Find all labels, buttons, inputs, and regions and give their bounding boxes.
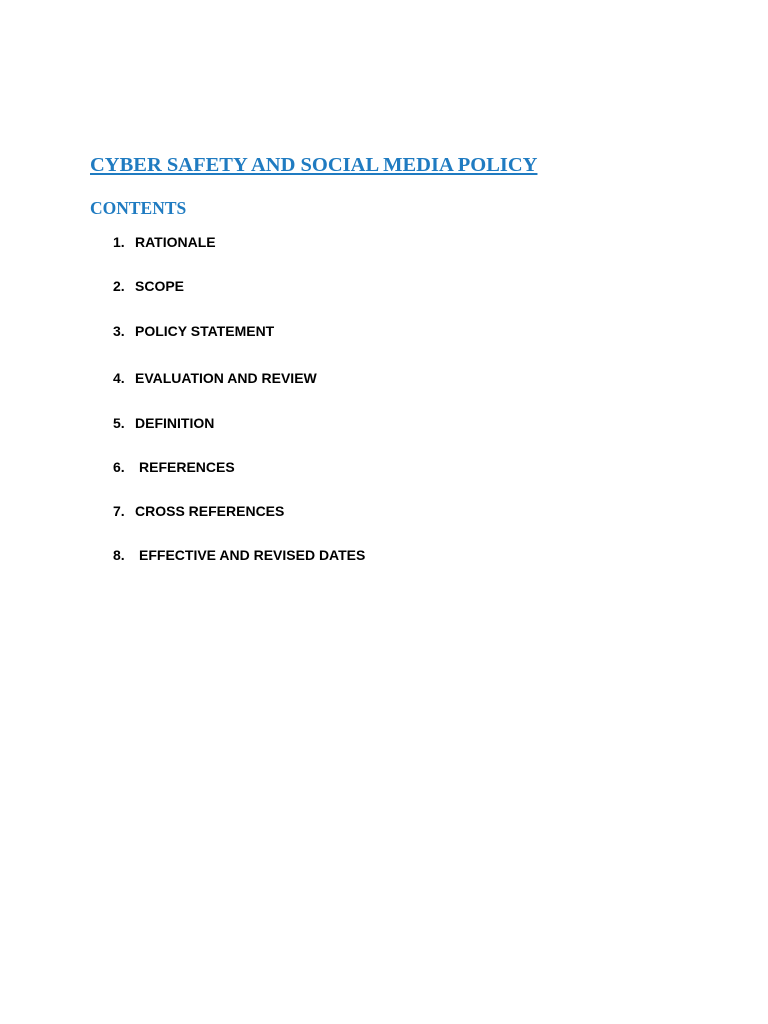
toc-item-number: 5. — [113, 415, 125, 431]
toc-item-number: 6. — [113, 459, 125, 475]
toc-item-label: EFFECTIVE AND REVISED DATES — [139, 547, 366, 563]
document-title: CYBER SAFETY AND SOCIAL MEDIA POLICY — [90, 154, 538, 176]
toc-item-effective-and-revised-dates — [113, 546, 365, 564]
toc-item-label: REFERENCES — [139, 459, 235, 475]
toc-item-references — [113, 458, 235, 476]
toc-item-label: CROSS REFERENCES — [135, 503, 285, 519]
toc-item-number: 3. — [113, 323, 125, 339]
toc-item-scope — [113, 277, 184, 295]
toc-item-label: RATIONALE — [135, 234, 216, 250]
toc-item-evaluation-and-review — [113, 369, 317, 387]
toc-item-definition — [113, 414, 214, 432]
toc-item-label: SCOPE — [135, 278, 185, 294]
toc-item-rationale — [113, 233, 216, 251]
toc-item-number: 2. — [113, 278, 125, 294]
toc-item-policy-statement — [113, 322, 274, 340]
contents-heading: CONTENTS — [90, 198, 187, 218]
toc-item-label: EVALUATION AND REVIEW — [135, 370, 317, 386]
toc-item-number: 1. — [113, 234, 125, 250]
toc-item-number: 4. — [113, 370, 125, 386]
toc-item-number: 8. — [113, 547, 125, 563]
toc-item-cross-references — [113, 502, 284, 520]
toc-item-label: POLICY STATEMENT — [135, 323, 275, 339]
toc-item-number: 7. — [113, 503, 125, 519]
toc-item-label: DEFINITION — [135, 415, 215, 431]
